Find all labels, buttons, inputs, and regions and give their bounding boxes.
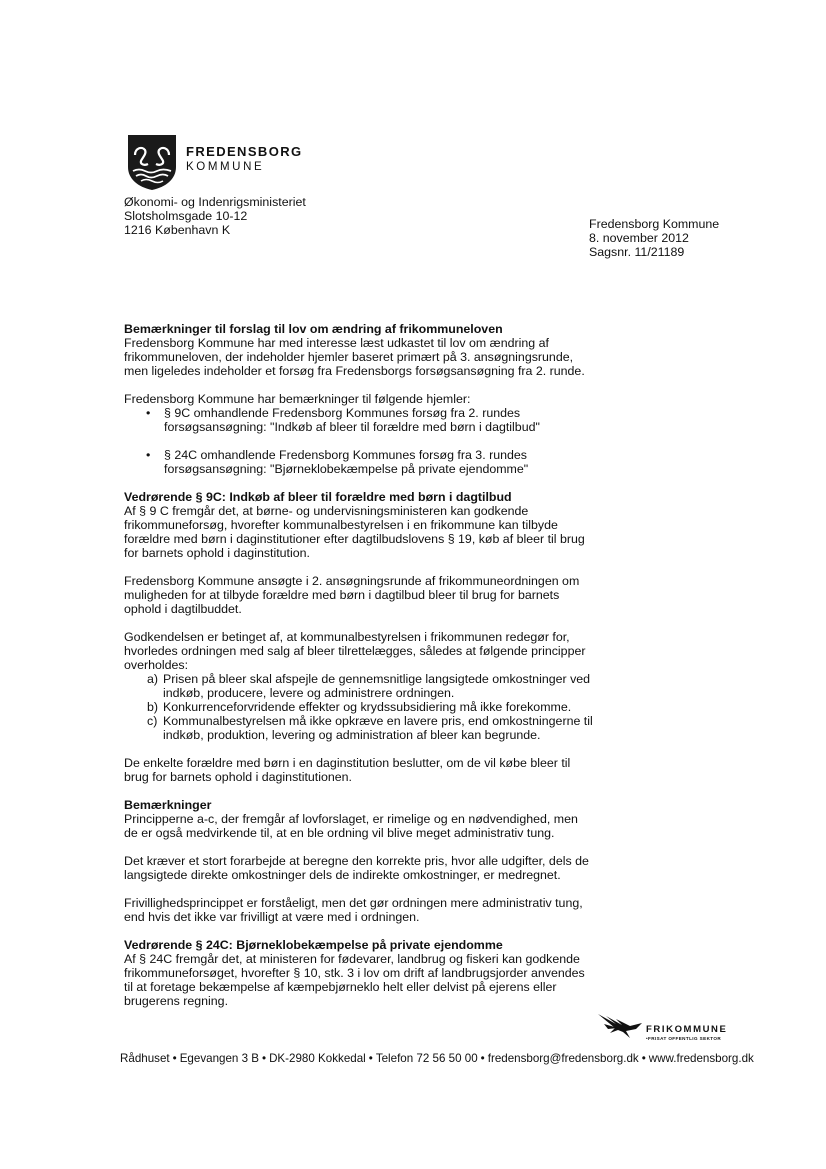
footer-separator: • xyxy=(262,1052,267,1065)
sender-line: Sagsnr. 11/21189 xyxy=(589,245,685,259)
bird-icon xyxy=(596,1010,646,1040)
footer-separator: • xyxy=(641,1052,646,1065)
list-item xyxy=(124,448,594,476)
footer xyxy=(120,1052,754,1066)
footer-item: Rådhuset xyxy=(120,1052,170,1065)
sender-line: Fredensborg Kommune xyxy=(589,217,720,231)
sender-line: 8. november 2012 xyxy=(589,231,689,245)
list-item-text: § 9C omhandlende Fredensborg Kommunes forsøg fra 2. rundes forsøgsansøgning: "Indkøb af bleer til forældre med børn i dagtilbud" xyxy=(164,406,540,434)
list-item xyxy=(124,700,594,714)
section-9c-paragraph: De enkelte forældre med børn i en daginstitution beslutter, om de vil købe bleer til brug for barnets ophold i daginstitutionen. xyxy=(124,756,571,784)
remarks-paragraph: Principperne a-c, der fremgår af lovforslaget, er rimelige og en nødvendighed, men de er også medvirkende til, at en ble ordning vil blive meget administrativ tung. xyxy=(124,812,578,840)
list-item-text: Kommunalbestyrelsen må ikke opkræve en lavere pris, end omkostningerne til indkøb, produktion, levering og administration af bleer kan begrunde. xyxy=(163,714,593,742)
section-24c-heading: Vedrørende § 24C: Bjørneklobekæmpelse på private ejendomme xyxy=(124,938,503,952)
remarks-heading: Bemærkninger xyxy=(124,798,212,812)
recipient-line: 1216 København K xyxy=(124,223,231,237)
section-9c-paragraph: Af § 9 C fremgår det, at børne- og undervisningsministeren kan godkende frikommuneforsøg, hvorefter kommunalbestyrelsen i en frikommune kan tilbyde forældre med børn i daginstitutioner efter dagtilbudslovens § 19, køb af bleer til brug for barnets ophold i daginstitution. xyxy=(124,504,585,560)
footer-website-link[interactable]: www.fredensborg.dk xyxy=(648,1052,754,1065)
intro-section xyxy=(124,322,594,378)
sender-block xyxy=(589,217,789,259)
list-item xyxy=(124,406,594,434)
intro-heading: Bemærkninger til forslag til lov om ændring af frikommuneloven xyxy=(124,322,503,336)
footer-separator: • xyxy=(368,1052,373,1065)
section-24c xyxy=(124,938,594,1008)
frikommune-name: FRIKOMMUNE xyxy=(646,1024,728,1035)
org-sub: KOMMUNE xyxy=(186,161,265,173)
recipient-line: Slotsholmsgade 10-12 xyxy=(124,209,248,223)
principles-list xyxy=(124,672,594,742)
footer-item: DK-2980 Kokkedal xyxy=(269,1052,366,1065)
hjemler-list xyxy=(124,406,594,476)
section-9c xyxy=(124,490,594,560)
bullet: • xyxy=(146,406,151,420)
section-9c-heading: Vedrørende § 9C: Indkøb af bleer til forældre med børn i dagtilbud xyxy=(124,490,512,504)
remarks-paragraph: Det kræver et stort forarbejde at beregne den korrekte pris, hvor alle udgifter, dels de langsigtede direkte omkostninger dels de indirekte omkostninger, er medregnet. xyxy=(124,854,589,882)
swan-crest-icon xyxy=(126,133,178,191)
frikommune-logo xyxy=(596,1010,726,1042)
intro-paragraph: Fredensborg Kommune har med interesse læst udkastet til lov om ændring af frikommuneloven, der indeholder hjemler baseret primært på 3. ansøgningsrunde, men ligeledes indeholder et forsøg fra Fredensborgs forsøgsansøgning fra 2. runde. xyxy=(124,336,585,378)
footer-item: Egevangen 3 B xyxy=(179,1052,259,1065)
list-item-text: § 24C omhandlende Fredensborg Kommunes forsøg fra 3. rundes forsøgsansøgning: "Bjørneklobekæmpelse på private ejendomme" xyxy=(164,448,529,476)
list-item-text: Prisen på bleer skal afspejle de gennemsnitlige langsigtede omkostninger ved indkøb, producere, levere og administrere ordningen. xyxy=(163,672,591,700)
section-24c-paragraph: Af § 24C fremgår det, at ministeren for fødevarer, landbrug og fiskeri kan godkende frikommuneforsøget, hvorefter § 10, stk. 3 i lov om drift af landbrugsjorder anvendes til at foretage bekæmpelse af kæmpebjørneklo helt eller delvist på ejerens eller brugerens regning. xyxy=(124,952,585,1008)
list-item xyxy=(124,672,594,700)
footer-item: Telefon 72 56 50 00 xyxy=(375,1052,478,1065)
footer-separator: • xyxy=(172,1052,177,1065)
bullet: • xyxy=(146,448,151,462)
list-item xyxy=(124,714,594,742)
list-mark: a) xyxy=(147,672,159,686)
section-9c-paragraph: Fredensborg Kommune ansøgte i 2. ansøgningsrunde af frikommuneordningen om muligheden for at tilbyde forældre med børn i dagtilbud bleer til brug for barnets ophold i dagtilbuddet. xyxy=(124,574,580,616)
hjemler-lead: Fredensborg Kommune har bemærkninger til følgende hjemler: xyxy=(124,392,471,406)
org-name: FREDENSBORG xyxy=(186,144,303,159)
letter-body xyxy=(124,322,594,1022)
list-mark: c) xyxy=(147,714,158,728)
remarks-paragraph: Frivillighedsprincippet er forståeligt, men det gør ordningen mere administrativ tung, end hvis det ikke var frivilligt at være med i ordningen. xyxy=(124,896,583,924)
footer-email-link[interactable]: fredensborg@fredensborg.dk xyxy=(487,1052,639,1065)
recipient-line: Økonomi- og Indenrigsministeriet xyxy=(124,195,306,209)
list-item-text: Konkurrenceforvridende effekter og krydssubsidiering må ikke forekomme. xyxy=(163,700,572,714)
list-mark: b) xyxy=(147,700,159,714)
remarks-section xyxy=(124,798,594,840)
recipient-address xyxy=(124,195,424,237)
footer-separator: • xyxy=(480,1052,485,1065)
section-9c-paragraph: Godkendelsen er betinget af, at kommunalbestyrelsen i frikommunen redegør for, hvorledes ordningen med salg af bleer tilrettelægges, således at følgende principper overholdes: xyxy=(124,630,586,672)
frikommune-tagline: •FRISAT OFFENTLIG SEKTOR xyxy=(646,1036,722,1041)
letterhead-logo xyxy=(126,133,326,193)
